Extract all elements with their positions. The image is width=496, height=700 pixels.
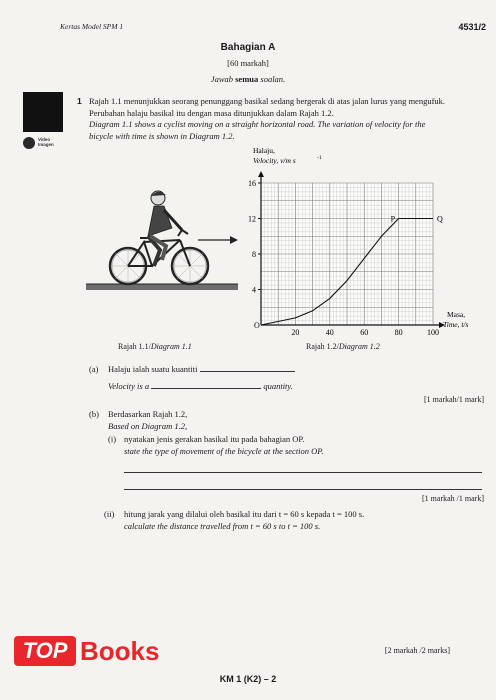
x-axis-label-english: Time, t/s <box>443 320 469 329</box>
part-a-answer-line[interactable] <box>151 388 261 389</box>
x-axis-label-malay: Masa, <box>447 310 466 319</box>
topbooks-logo <box>14 632 184 676</box>
part-b-ii-label: (ii) <box>104 509 115 519</box>
section-marks: [60 markah] <box>227 58 269 68</box>
x-tick-label: 100 <box>427 328 439 337</box>
part-b-label: (b) <box>89 409 99 419</box>
part-b-ii-marks: [2 markah /2 marks] <box>384 646 450 655</box>
part-b-i-answer-line-1[interactable] <box>124 472 482 473</box>
y-tick-label: 4 <box>252 285 256 295</box>
page-footer-code: KM 1 (K2) – 2 <box>219 674 277 684</box>
part-b-i-marks: [1 markah /1 mark] <box>422 494 484 503</box>
y-axis-label-exponent: -1 <box>317 155 322 161</box>
part-b-ii-working-space[interactable] <box>124 540 482 640</box>
part-b-i-text: nyatakan jenis gerakan basikal itu pada bahagian OP. state the type of movement of the bicycle at the section OP. <box>124 434 324 456</box>
part-b-ii-text: hitung jarak yang dilalui oleh basikal itu dari t = 60 s kepada t = 100 s. calculate the distance travelled from t = 60 s to t = 100 s. <box>124 509 365 531</box>
x-tick-label: 20 <box>291 328 300 337</box>
diagram-1-2-caption: Rajah 1.2/Diagram 1.2 <box>306 342 380 351</box>
section-instruction: Jawab semua soalan. <box>210 74 286 84</box>
part-a-label: (a) <box>89 364 99 374</box>
diagram-1-1-caption: Rajah 1.1/Diagram 1.1 <box>118 342 192 351</box>
question-number: 1 <box>77 96 82 106</box>
qr-code[interactable] <box>23 92 63 132</box>
y-axis-label-english: Velocity, v/m s <box>253 156 296 165</box>
part-b-intro: Berdasarkan Rajah 1.2, Based on Diagram 1.2, <box>108 409 188 431</box>
part-b-i-label: (i) <box>108 434 117 444</box>
part-a-marks: [1 markah/1 mark] <box>424 395 484 404</box>
logo-books: Books <box>80 636 160 666</box>
y-axis-arrow <box>258 171 264 177</box>
part-a-text: Halaju ialah suatu kuantiti Velocity is a quantity. <box>108 364 293 391</box>
origin-label: O <box>254 321 260 330</box>
paper-series-label: Kertas Model SPM 1 <box>60 22 124 31</box>
road <box>86 284 238 290</box>
part-a-answer-line-malay[interactable] <box>200 371 295 372</box>
point-label-p: P <box>390 214 396 224</box>
cyclist-diagram <box>86 180 238 300</box>
x-tick-label: 80 <box>394 328 403 337</box>
logo-top: TOP <box>14 636 76 666</box>
x-tick-label: 60 <box>360 328 369 337</box>
x-tick-label: 40 <box>325 328 334 337</box>
y-tick-label: 12 <box>248 214 256 224</box>
question-stem: Rajah 1.1 menunjukkan seorang penunggang basikal sedang bergerak di atas jalan lurus yang mengufuk. Perubahan halaju basikal itu dengan masa ditunjukkan dalam Rajah 1.2. Diagram 1.1 shows a cyclist moving on a straight horizontal road. The variation of velocity for the bicycle with time is shown in Diagram 1.2. <box>89 96 446 141</box>
y-tick-label: 8 <box>252 250 256 259</box>
part-b-i-answer-line-2[interactable] <box>124 489 482 490</box>
point-label-q: Q <box>437 214 443 224</box>
qr-tag: Video Imagen <box>38 137 54 147</box>
paper-code: 4531/2 <box>458 22 486 32</box>
y-axis-label-malay: Halaju, <box>253 146 275 155</box>
video-icon <box>23 137 35 149</box>
velocity-time-graph <box>236 145 494 355</box>
y-tick-label: 16 <box>248 179 256 188</box>
section-title: Bahagian A <box>220 42 276 53</box>
